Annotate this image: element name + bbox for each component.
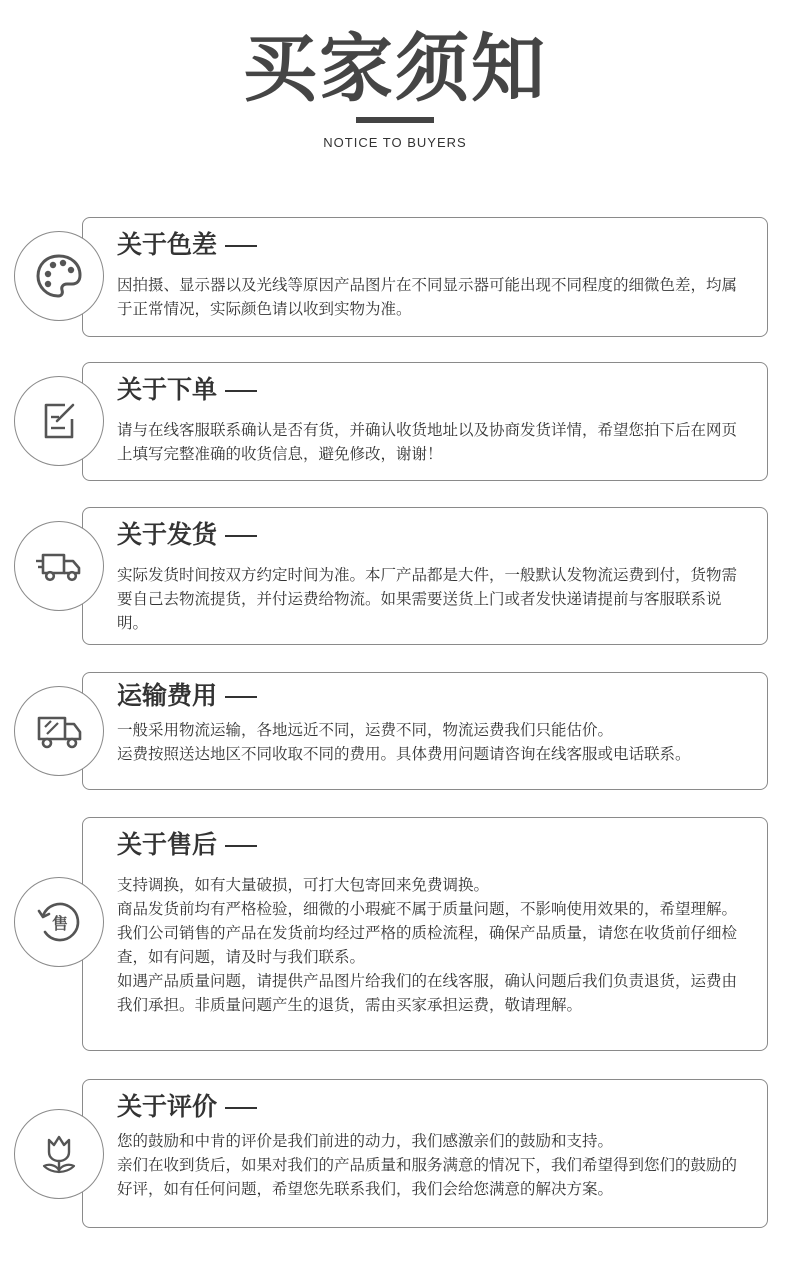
section-paragraph: 您的鼓励和中肯的评价是我们前进的动力，我们感激亲们的鼓励和支持。	[117, 1132, 614, 1150]
section-title: 关于售后	[117, 828, 257, 862]
section-body	[117, 563, 749, 635]
section-card-order	[82, 362, 768, 481]
section-body	[117, 1129, 749, 1201]
freight-truck-icon	[33, 705, 85, 757]
section-paragraph: 如遇产品质量问题，请提供产品图片给我们的在线客服，确认问题后我们负责退货，运费由我们承担。非质量问题产生的退货，需由买家承担运费，敬请理解。	[117, 972, 738, 1014]
delivery-truck-icon	[33, 540, 85, 592]
section-body	[117, 873, 749, 1017]
section-paragraph: 我们公司销售的产品在发货前均经过严格的质检流程，确保产品质量，请您在收货前仔细检查，如有问题，请及时与我们联系。	[117, 924, 738, 966]
section-paragraph: 实际发货时间按双方约定时间为准。本厂产品都是大件，一般默认发物流运费到付，货物需要自己去物流提货，并付运费给物流。如果需要送货上门或者发快递请提前与客服联系说明。	[117, 566, 738, 632]
section-paragraph: 商品发货前均有严格检验，细微的小瑕疵不属于质量问题，不影响使用效果的，希望理解。	[117, 900, 738, 918]
section-paragraph: 请与在线客服联系确认是否有货，并确认收货地址以及协商发货详情，希望您拍下后在网页上填写完整准确的收货信息，避免修改，谢谢！	[117, 421, 738, 463]
section-body	[117, 418, 749, 466]
after-sales-icon-text: 售	[51, 914, 69, 933]
page-header	[0, 0, 790, 170]
section-paragraph: 支持调换，如有大量破损，可打大包寄回来免费调换。	[117, 876, 490, 894]
section-title: 关于评价	[117, 1090, 257, 1124]
section-card-color	[82, 217, 768, 337]
section-paragraph: 运费按照送达地区不同收取不同的费用。具体费用问题请咨询在线客服或电话联系。	[117, 745, 691, 763]
section-paragraph: 一般采用物流运输，各地远近不同，运费不同，物流运费我们只能估价。	[117, 721, 614, 739]
section-title: 运输费用	[117, 679, 257, 713]
after-sales-icon	[33, 896, 85, 948]
page-subtitle: NOTICE TO BUYERS	[323, 135, 467, 150]
edit-note-icon	[33, 395, 85, 447]
section-card-freight	[82, 672, 768, 790]
page-title: 买家须知	[243, 26, 547, 112]
section-title: 关于下单	[117, 373, 257, 407]
section-icon-circle	[14, 686, 104, 776]
section-icon-circle	[14, 1109, 104, 1199]
section-paragraph: 因拍摄、显示器以及光线等原因产品图片在不同显示器可能出现不同程度的细微色差，均属于正常情况，实际颜色请以收到实物为准。	[117, 276, 738, 318]
section-body	[117, 273, 749, 321]
section-icon-circle	[14, 231, 104, 321]
section-icon-circle	[14, 376, 104, 466]
section-card-shipping	[82, 507, 768, 645]
section-icon-circle	[14, 877, 104, 967]
title-underline	[356, 117, 434, 123]
section-title: 关于发货	[117, 518, 257, 552]
tulip-icon	[33, 1128, 85, 1180]
section-body	[117, 718, 749, 766]
section-title: 关于色差	[117, 228, 257, 262]
palette-icon	[33, 250, 85, 302]
section-card-reviews	[82, 1079, 768, 1228]
section-icon-circle	[14, 521, 104, 611]
section-paragraph: 亲们在收到货后，如果对我们的产品质量和服务满意的情况下，我们希望得到您们的鼓励的好评，如有任何问题，希望您先联系我们，我们会给您满意的解决方案。	[117, 1156, 738, 1198]
section-card-after-sales	[82, 817, 768, 1051]
